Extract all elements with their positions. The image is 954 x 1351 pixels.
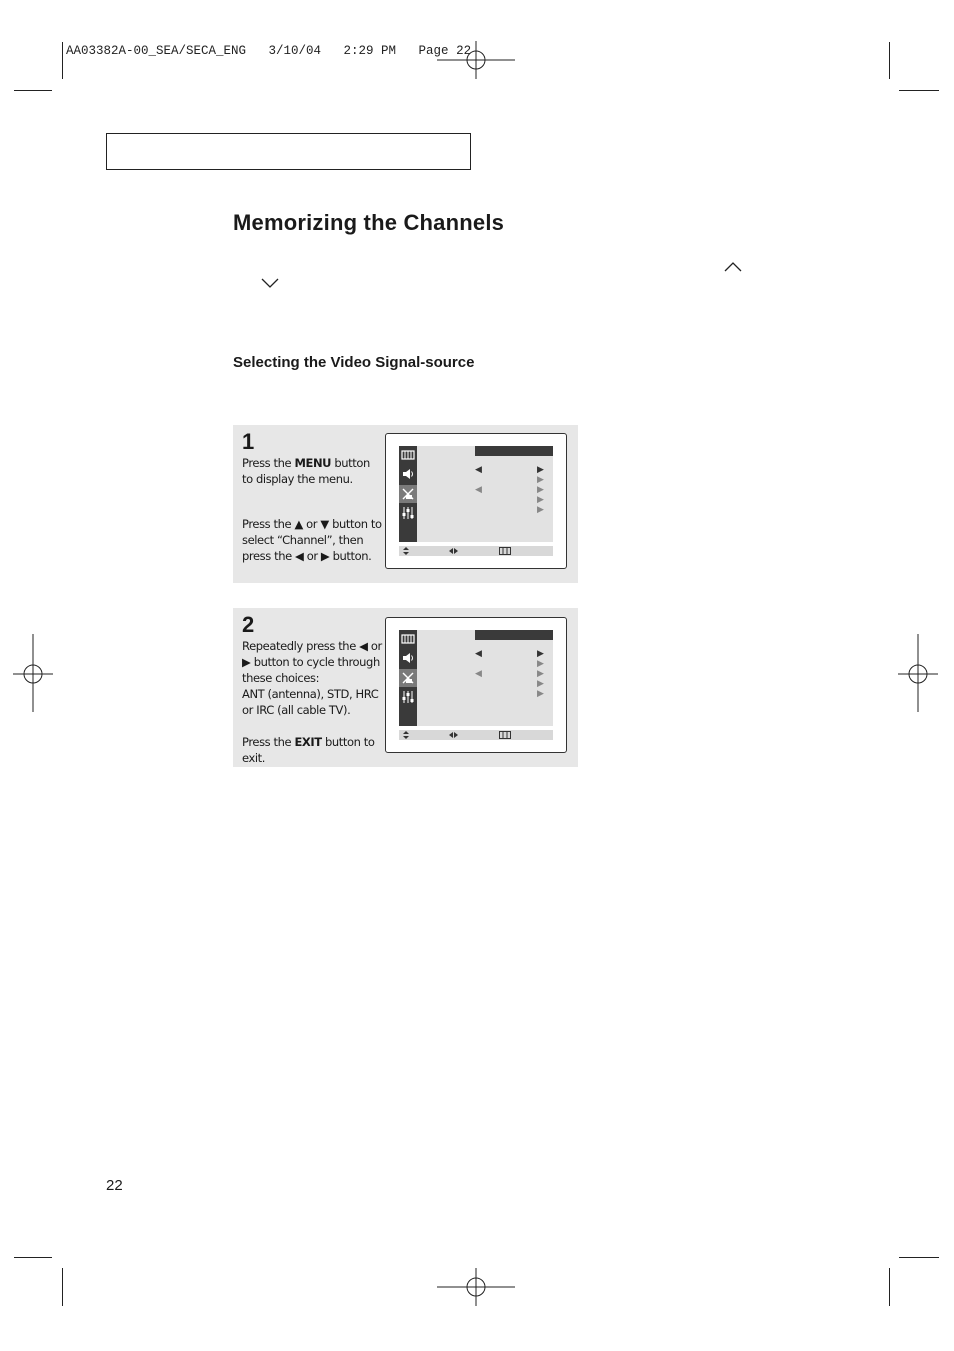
registration-mark-bottom [437, 1268, 517, 1308]
menu-footer [399, 730, 553, 740]
section-header-box [106, 133, 471, 170]
step-2-choices: ANT (antenna), STD, HRC or IRC (all cable TV). [242, 687, 379, 717]
menu-icon-column [399, 630, 417, 726]
crop-mark [14, 1257, 52, 1258]
left-arrow-icon: ◀ [475, 484, 482, 494]
step-2-instruction-2 [242, 734, 382, 766]
menu-icon-column [399, 446, 417, 542]
up-down-arrows-icon [403, 547, 409, 555]
right-arrow-icon: ▶ [537, 494, 544, 504]
right-arrow-icon: ▶ [537, 504, 544, 514]
sound-icon [401, 651, 415, 665]
sound-icon [401, 467, 415, 481]
menu-button-label: MENU [294, 456, 332, 470]
right-arrow-icon: ▶ [537, 464, 544, 474]
chevron-up-icon [724, 261, 742, 273]
left-right-arrows-icon [449, 731, 458, 739]
right-arrow-icon: ▶ [537, 688, 544, 698]
channel-icon [401, 671, 415, 685]
right-arrow-icon: ▶ [537, 668, 544, 678]
text-run: Press the [242, 456, 295, 470]
crop-mark [899, 90, 939, 91]
crop-mark [889, 1268, 890, 1306]
right-arrow-icon: ▶ [537, 648, 544, 658]
text-run: button to exit. [242, 735, 375, 765]
crop-mark [899, 1257, 939, 1258]
crop-mark [14, 90, 52, 91]
step-1-instruction-2: Press the ▲ or ▼ button to select “Channel”, then press the ◀ or ▶ button. [242, 517, 382, 563]
left-right-arrows-icon [449, 547, 458, 555]
tv-menu-screen [385, 617, 567, 753]
setup-icon [401, 690, 415, 704]
menu-title-bar [475, 630, 553, 640]
crop-mark [62, 1268, 63, 1306]
channel-icon [401, 487, 415, 501]
crop-mark [62, 42, 63, 79]
left-arrow-icon: ◀ [475, 648, 482, 658]
menu-panel [417, 446, 553, 542]
left-arrow-icon: ◀ [475, 668, 482, 678]
print-slug: AA03382A-00_SEA/SECA_ENG 3/10/04 2:29 PM Page 22 [66, 44, 472, 58]
setup-icon [401, 506, 415, 520]
menu-exit-icon [499, 731, 511, 739]
tv-menu-screen [385, 433, 567, 569]
menu-footer [399, 546, 553, 556]
step-2-panel [233, 608, 578, 767]
chevron-down-icon [261, 277, 279, 289]
menu-panel [417, 630, 553, 726]
menu-exit-icon [499, 547, 511, 555]
right-arrow-icon: ▶ [537, 474, 544, 484]
right-arrow-icon: ▶ [537, 678, 544, 688]
right-arrow-icon: ▶ [537, 484, 544, 494]
picture-icon [401, 632, 415, 646]
page-number: 22 [106, 1177, 123, 1194]
registration-mark-right [898, 634, 938, 714]
menu-title-bar [475, 446, 553, 456]
picture-icon [401, 448, 415, 462]
crop-mark [889, 42, 890, 79]
step-2-instruction-1: Repeatedly press the ◀ or ▶ button to cycle through these choices: [242, 639, 382, 685]
exit-button-label: EXIT [294, 735, 322, 749]
step-1-panel [233, 425, 578, 583]
step-number: 2 [242, 612, 255, 637]
right-arrow-icon: ▶ [537, 658, 544, 668]
page-title: Memorizing the Channels [233, 210, 505, 235]
step-number: 1 [242, 429, 255, 454]
text-run: Press the [242, 735, 295, 749]
text-run: button to display the menu. [242, 456, 370, 486]
up-down-arrows-icon [403, 731, 409, 739]
registration-mark-left [13, 634, 53, 714]
step-1-instruction-1 [242, 455, 382, 487]
section-subheading: Selecting the Video Signal-source [233, 354, 475, 371]
left-arrow-icon: ◀ [475, 464, 482, 474]
